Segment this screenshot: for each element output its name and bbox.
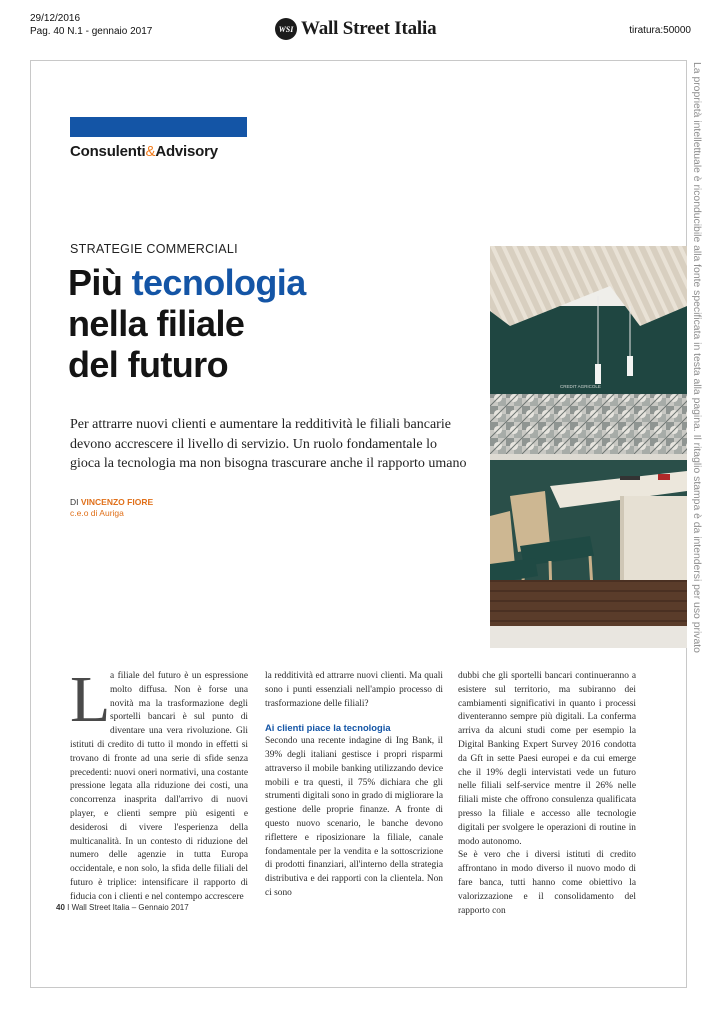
article-byline [70, 497, 153, 519]
headline-word: Più [68, 262, 132, 303]
column-2-text-body: Secondo una recente indagine di Ing Bank, il 39% degli italiani gestisce i propri risparmi attraverso il mobile banking utilizzando device mobili e tra questi, il 75% dichiara che gli strumenti digitali sono in grado di migliorare la gestione delle proprie finanze. A fronte di questo nuovo scenario, le banche devono riflettere e riposizionare la filiale, canale fondamentale per la vendita e la sottoscrizione di prodotti finanziari, all'interno della strategia distributiva e dei rapporti con la clientela. Non ci sono [265, 736, 443, 898]
column-3-text-2: Se è vero che i diversi istituti di credito affrontano in modo diverso il nuovo modo di fare banca, tutti hanno come obiettivo la valorizzazione e il consolidamento del rapporto con [458, 850, 636, 916]
headline-line-2: nella filiale [68, 303, 245, 344]
bank-branch-interior-image [490, 246, 687, 648]
clipping-issue: Pag. 40 N.1 - gennaio 2017 [30, 26, 153, 37]
article-photo [490, 246, 687, 648]
copyright-text: La proprietà intellettuale è riconducibile alla fonte specificata in testa alla pagina. Il ritaglio stampa è da intendersi per uso privato [691, 62, 702, 653]
headline-line-1 [68, 262, 306, 303]
article-column-2 [265, 670, 443, 901]
masthead-title: Wall Street Italia [301, 18, 437, 39]
article-headline [68, 262, 306, 385]
article-kicker: STRATEGIE COMMERCIALI [70, 242, 238, 256]
section-title-part1: Consulenti [70, 143, 146, 160]
masthead [275, 18, 436, 40]
page-folio [56, 903, 189, 912]
column-3-text-1: dubbi che gli sportelli bancari continueranno a esistere sul territorio, ma subiranno dei cambiamenti significativi in quanto i processi diventeranno sempre più digitali. La conferma arriva da alcuni studi come per esempio la Digital Banking Expert Survey 2016 condotta da Gft in sette Paesi europei e da cui emerge che il 19% degli intervistati vede un futuro nelle filiali self-service mentre il 26% nelle filiali miste che offrono consulenza qualificata presso la filiale e accesso alle tecnologie digitali per svolgere le operazioni di routine in modo autonomo. [458, 671, 636, 847]
column-1-text: a filiale del futuro è un espressione molto diffusa. Non è forse una novità ma la trasformazione degli sportelli bancari è sul punto di diventare una vera rivoluzione. Gli istituti di credito di tutto il mondo in effetti si trovano di fronte ad una serie di sfide senza precedenti: nuovi oneri normativi, una costante pressione legata alla riduzione dei costi, una concorrenza inasprita dall'arrivo di nuovi player, e clienti sempre più esigenti e desiderosi di vivere l'esperienza della multicanalità. In un contesto di riduzione del numero delle agenzie in tutta Europa occidentale, e non solo, la sfida delle filiali del futuro è triplice: intensificare il rapporto di fiducia con i clienti e nel contempo accrescere [70, 671, 248, 902]
headline-accent-word: tecnologia [131, 262, 306, 303]
article-column-1 [70, 663, 248, 905]
byline-prefix: DI [70, 497, 81, 507]
clipping-header-left [30, 12, 152, 38]
byline-role: c.e.o di Auriga [70, 508, 124, 518]
column-2-text-intro: la redditività ed attrarre nuovi clienti. Ma quali sono i punti essenziali nell'ampio processo di trasformazione delle filiali? [265, 671, 443, 709]
article-column-3 [458, 670, 636, 918]
section-title-ampersand: & [145, 143, 156, 160]
clipping-date: 29/12/2016 [30, 13, 81, 24]
folio-page-number: 40 [56, 903, 65, 912]
section-color-bar [70, 117, 247, 137]
dropcap-letter: L [70, 663, 111, 736]
circulation-label: tiratura:50000 [629, 25, 691, 36]
copyright-side-note [690, 62, 704, 653]
wsi-logo-icon: WSI [275, 18, 297, 40]
section-title-part2: Advisory [155, 143, 218, 160]
column-2-subheading: Ai clienti piace la tecnologia [265, 722, 391, 734]
photo-sign-text: CREDIT AGRICOLE [560, 384, 601, 389]
article-standfirst: Per attrarre nuovi clienti e aumentare la redditività le filiali bancarie devono accrescere il livello di servizio. Un ruolo fondamentale lo gioca la tecnologia ma non bisogna trascurare anche il rapporto umano [70, 417, 467, 471]
headline-line-3: del futuro [68, 344, 228, 385]
folio-text: I Wall Street Italia – Gennaio 2017 [64, 903, 189, 912]
byline-author: VINCENZO FIORE [80, 497, 154, 507]
section-title [70, 143, 218, 160]
